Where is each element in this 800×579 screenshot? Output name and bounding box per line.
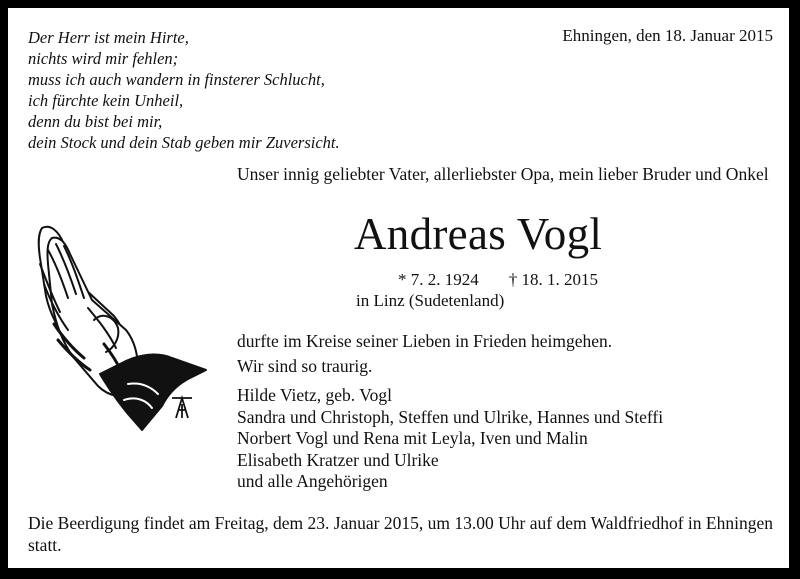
- deceased-name: Andreas Vogl: [354, 209, 603, 259]
- psalm-line: denn du bist bei mir,: [28, 112, 163, 131]
- death-date: † 18. 1. 2015: [508, 270, 598, 289]
- life-dates: [398, 270, 598, 290]
- mourner-line: Hilde Vietz, geb. Vogl: [237, 385, 392, 405]
- passed-away-text: durfte im Kreise seiner Lieben in Frieden heimgehen.: [237, 331, 613, 351]
- mourner-line: Elisabeth Kratzer und Ulrike: [237, 449, 439, 470]
- psalm-verse: [28, 27, 340, 153]
- psalm-line: Der Herr ist mein Hirte,: [28, 28, 189, 47]
- psalm-line: dein Stock und dein Stab geben mir Zuversicht.: [28, 133, 340, 152]
- mourner-line: Norbert Vogl und Rena mit Leyla, Iven und Malin: [237, 428, 588, 448]
- funeral-notice: Die Beerdigung findet am Freitag, dem 23. Januar 2015, um 13.00 Uhr auf dem Waldfriedhof in Ehningen statt.: [28, 513, 773, 555]
- birth-date: * 7. 2. 1924: [398, 270, 479, 289]
- sorrow-text: Wir sind so traurig.: [237, 356, 373, 376]
- psalm-line: nichts wird mir fehlen;: [28, 49, 179, 68]
- birthplace: in Linz (Sudetenland): [356, 291, 505, 310]
- psalm-line: muss ich auch wandern in finsterer Schlucht,: [28, 70, 325, 89]
- intro-text: Unser innig geliebter Vater, allerliebster Opa, mein lieber Bruder und Onkel: [237, 164, 769, 184]
- mourners-list: [237, 385, 663, 493]
- place-and-date: Ehningen, den 18. Januar 2015: [562, 26, 773, 45]
- mourner-line: Sandra und Christoph, Steffen und Ulrike, Hannes und Steffi: [237, 406, 664, 427]
- praying-hands-icon: [28, 224, 208, 436]
- psalm-line: ich fürchte kein Unheil,: [28, 91, 184, 110]
- mourner-line: und alle Angehörigen: [237, 471, 388, 491]
